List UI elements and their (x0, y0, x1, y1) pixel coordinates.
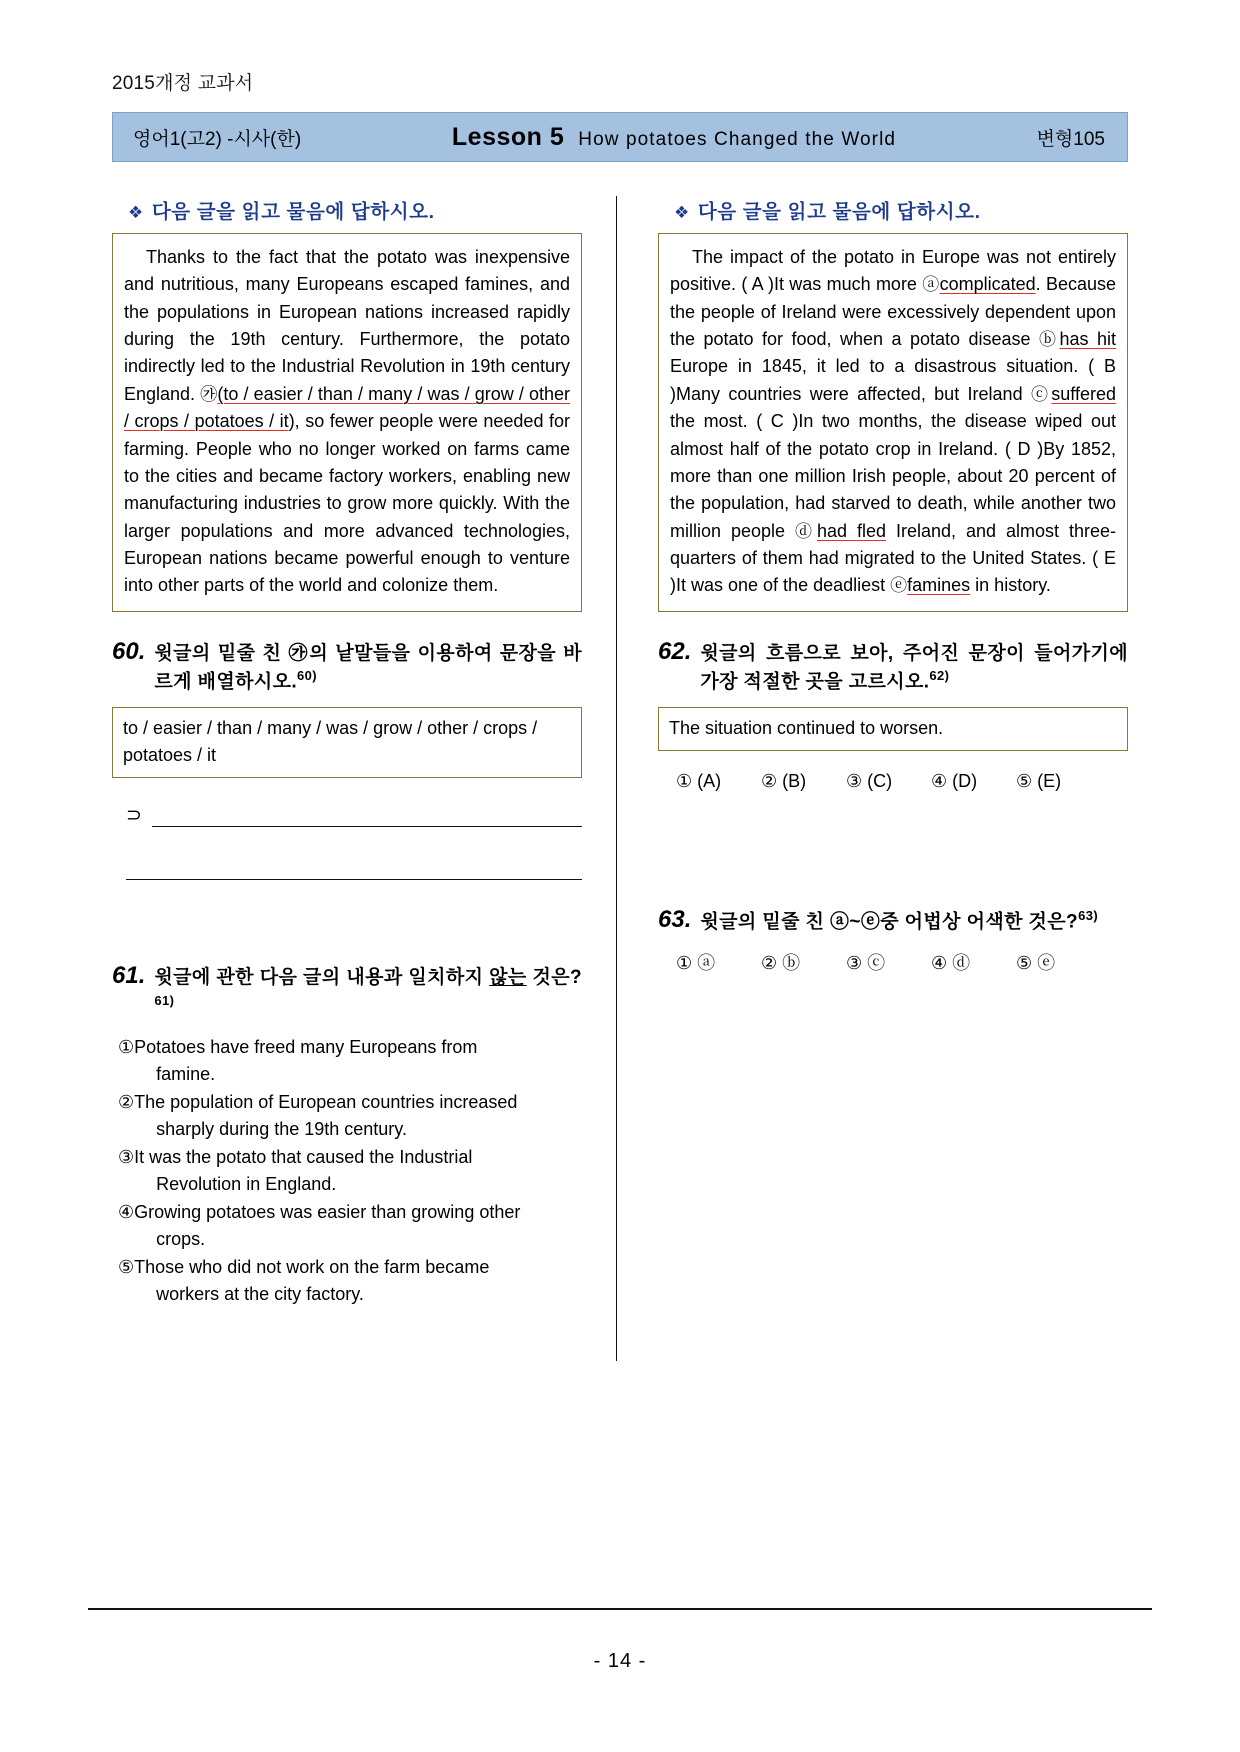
choice-item[interactable] (112, 1254, 582, 1308)
choice-item[interactable]: ⑤ (E) (1016, 771, 1062, 792)
body-columns (112, 196, 1128, 1366)
choice-marker-3: ③ (118, 1146, 135, 1167)
choice-text-2 (134, 1089, 582, 1143)
choice-marker-1: ① (118, 1036, 135, 1057)
choice-text-4-line2: crops. (156, 1228, 206, 1249)
choice-item[interactable]: ② ⓑ (761, 952, 801, 973)
marker-ga-icon: ㉮ (200, 384, 218, 404)
question-60-stimulus-text: to / easier / than / many / was / grow / other / crops / potatoes / it (123, 718, 538, 766)
choice-item[interactable]: ③ (C) (846, 771, 893, 792)
diamond-icon: ❖ (674, 203, 690, 222)
choice-marker-4: ④ (118, 1201, 135, 1222)
header-subject-label: 영어1(고2) -시사(한) (133, 128, 302, 150)
question-62-text (700, 640, 1128, 696)
choice-text-3 (134, 1144, 582, 1198)
footer-divider (88, 1608, 1152, 1610)
question-63-head (658, 906, 1128, 936)
choice-marker-5: ⑤ (118, 1256, 135, 1277)
q61-text-underlined: 않는 (489, 967, 527, 989)
q60-marker-icon: ㉮ (288, 642, 310, 664)
right-passage-underline-c: suffered (1051, 383, 1117, 404)
question-62-number: 62. (658, 637, 692, 665)
left-passage-part2: ), so fewer people were needed for farming. People who no longer worked on farms came to the cities and became factory workers, enabling new manufacturing industries to grow more quickly. With the larger populations and more advanced technologies, European nations became powerful enough to venture into other parts of the world and colonize them. (124, 411, 570, 596)
marker-b-icon: ⓑ (1039, 330, 1060, 350)
left-passage-underlined: (to / easier / than / many / was / grow / other / crops / potatoes / it (124, 383, 571, 432)
question-61-text (154, 964, 582, 1020)
header-lesson-label: Lesson 5 (451, 122, 565, 151)
left-passage-text (124, 244, 570, 600)
choice-item[interactable] (112, 1089, 582, 1143)
q63-text-b: 중 어법상 어색한 것은? (880, 911, 1079, 933)
choice-text-5-line1: Those who did not work on the farm became (134, 1256, 490, 1277)
choice-text-4 (134, 1199, 582, 1253)
answer-line-row-1[interactable] (112, 804, 582, 827)
q60-footnote: 60) (297, 668, 318, 684)
question-63-number: 63. (658, 906, 692, 934)
header-bar (112, 112, 1128, 162)
q61-text-a: 윗글에 관한 다음 글의 내용과 일치하지 (154, 967, 490, 989)
question-62-stimulus-box (658, 707, 1128, 751)
right-passage-box (658, 233, 1128, 612)
right-passage-underline-a: complicated (939, 274, 1036, 295)
choice-item[interactable]: ② (B) (761, 771, 807, 792)
choice-item[interactable]: ⑤ ⓔ (1016, 952, 1056, 973)
right-passage-s4: the most. ( C )In two months, the disease wiped out almost half of the potato crop in Ireland. ( D )By 1852, more than one million Irish people, about 20 percent of the population, had starved to death, while another two million people (670, 411, 1116, 541)
left-directive (128, 196, 582, 224)
right-passage-s1: The impact of the potato in Europe was not entirely positive. ( A )It was much more (670, 247, 1116, 295)
question-62-head (658, 638, 1128, 696)
choice-text-5-line2: workers at the city factory. (156, 1283, 364, 1304)
choice-item[interactable]: ③ ⓒ (846, 952, 886, 973)
choice-text-3-line2: Revolution in England. (156, 1173, 337, 1194)
choice-text-1-line2: famine. (156, 1063, 216, 1084)
column-divider (616, 196, 617, 1361)
choice-text-2-line2: sharply during the 19th century. (156, 1118, 407, 1139)
answer-arrow-icon: ⊃ (126, 805, 142, 827)
question-61-choices (112, 1034, 582, 1308)
question-62-choices (658, 771, 1128, 792)
top-caption: 2015개정 교과서 (112, 73, 254, 94)
right-directive-text: 다음 글을 읽고 물음에 답하시오. (697, 201, 981, 223)
left-directive-text: 다음 글을 읽고 물음에 답하시오. (151, 201, 435, 223)
right-passage-underline-d: had fled (816, 520, 886, 541)
q60-text-before: 윗글의 밑줄 친 (154, 642, 289, 664)
q63-text-a: 윗글의 밑줄 친 (700, 911, 830, 933)
header-variant-label: 변형105 (1036, 128, 1105, 150)
choice-item[interactable]: ① (A) (676, 771, 722, 792)
question-63-text (700, 907, 1098, 936)
choice-item[interactable]: ① ⓐ (676, 952, 716, 973)
question-60-number: 60. (112, 637, 146, 665)
question-60-text (154, 640, 582, 696)
choice-text-5 (134, 1254, 582, 1308)
page-number: - 14 - (593, 1650, 647, 1672)
right-passage-underline-e: famines (907, 575, 971, 596)
question-60 (112, 638, 582, 880)
question-61-head (112, 962, 582, 1020)
question-63 (658, 906, 1128, 975)
answer-line-row-2[interactable] (112, 857, 582, 880)
q61-footnote: 61) (154, 992, 175, 1008)
question-62 (658, 638, 1128, 792)
choice-text-1-line1: Potatoes have freed many Europeans from (134, 1036, 478, 1057)
right-passage-underline-b: has hit (1059, 329, 1117, 350)
right-passage-s6: in history. (970, 575, 1051, 596)
question-61 (112, 962, 582, 1307)
header-center (423, 123, 925, 152)
choice-marker-2: ② (118, 1091, 135, 1112)
q63-markers: ⓐ~ⓔ (829, 911, 881, 933)
question-60-stimulus-box (112, 707, 582, 778)
marker-e-icon: ⓔ (890, 576, 908, 596)
right-passage-s5: Ireland, and almost three-quarters of them had migrated to the United States. ( E )It was one of the deadliest (670, 520, 1116, 596)
marker-a-icon: ⓐ (922, 275, 940, 295)
marker-d-icon: ⓓ (795, 521, 817, 541)
choice-item[interactable] (112, 1034, 582, 1088)
question-60-head (112, 638, 582, 696)
q62-footnote: 62) (929, 668, 950, 684)
right-passage-s3: Europe in 1845, it led to a disastrous situation. ( B )Many countries were affected, but Ireland (670, 356, 1116, 404)
marker-c-icon: ⓒ (1030, 384, 1052, 404)
q62-text-main: 윗글의 흐름으로 보아, 주어진 문장이 들어가기에 가장 적절한 곳을 고르시오. (700, 642, 1128, 693)
left-passage-box (112, 233, 582, 612)
question-60-answer-area[interactable] (112, 804, 582, 880)
header-lesson-title: How potatoes Changed the World (578, 128, 897, 150)
choice-text-3-line1: It was the potato that caused the Industrial (134, 1146, 473, 1167)
choice-text-2-line1: The population of European countries increased (134, 1091, 518, 1112)
right-passage-s2: . Because the people of Ireland were excessively dependent upon the potato for food, when a potato disease (670, 274, 1116, 350)
choice-text-4-line1: Growing potatoes was easier than growing other (134, 1201, 521, 1222)
right-directive (674, 196, 1128, 224)
left-passage-part1: Thanks to the fact that the potato was inexpensive and nutritious, many Europeans escaped famines, and the populations in European nations increased rapidly during the 19th century. Furthermore, the potato indirectly led to the Industrial Revolution in 19th century England. (124, 247, 570, 404)
question-62-stimulus-text: The situation continued to worsen. (669, 718, 944, 739)
q61-text-b: 것은? (526, 967, 582, 989)
choice-item[interactable]: ④ ⓓ (931, 952, 971, 973)
left-column (112, 196, 582, 1366)
choice-text-1 (134, 1034, 582, 1088)
question-63-choices (658, 949, 1128, 975)
answer-rule-1[interactable] (152, 804, 582, 827)
answer-rule-2[interactable] (126, 857, 582, 880)
question-61-number: 61. (112, 962, 146, 990)
right-passage-text (670, 244, 1116, 600)
choice-item[interactable] (112, 1144, 582, 1198)
q60-text-after: 의 낱말들을 이용하여 문장을 바르게 배열하시오. (154, 642, 582, 693)
choice-item[interactable]: ④ (D) (931, 771, 978, 792)
diamond-icon: ❖ (128, 203, 144, 222)
q63-footnote: 63) (1078, 907, 1099, 923)
choice-item[interactable] (112, 1199, 582, 1253)
right-column (658, 196, 1128, 1366)
